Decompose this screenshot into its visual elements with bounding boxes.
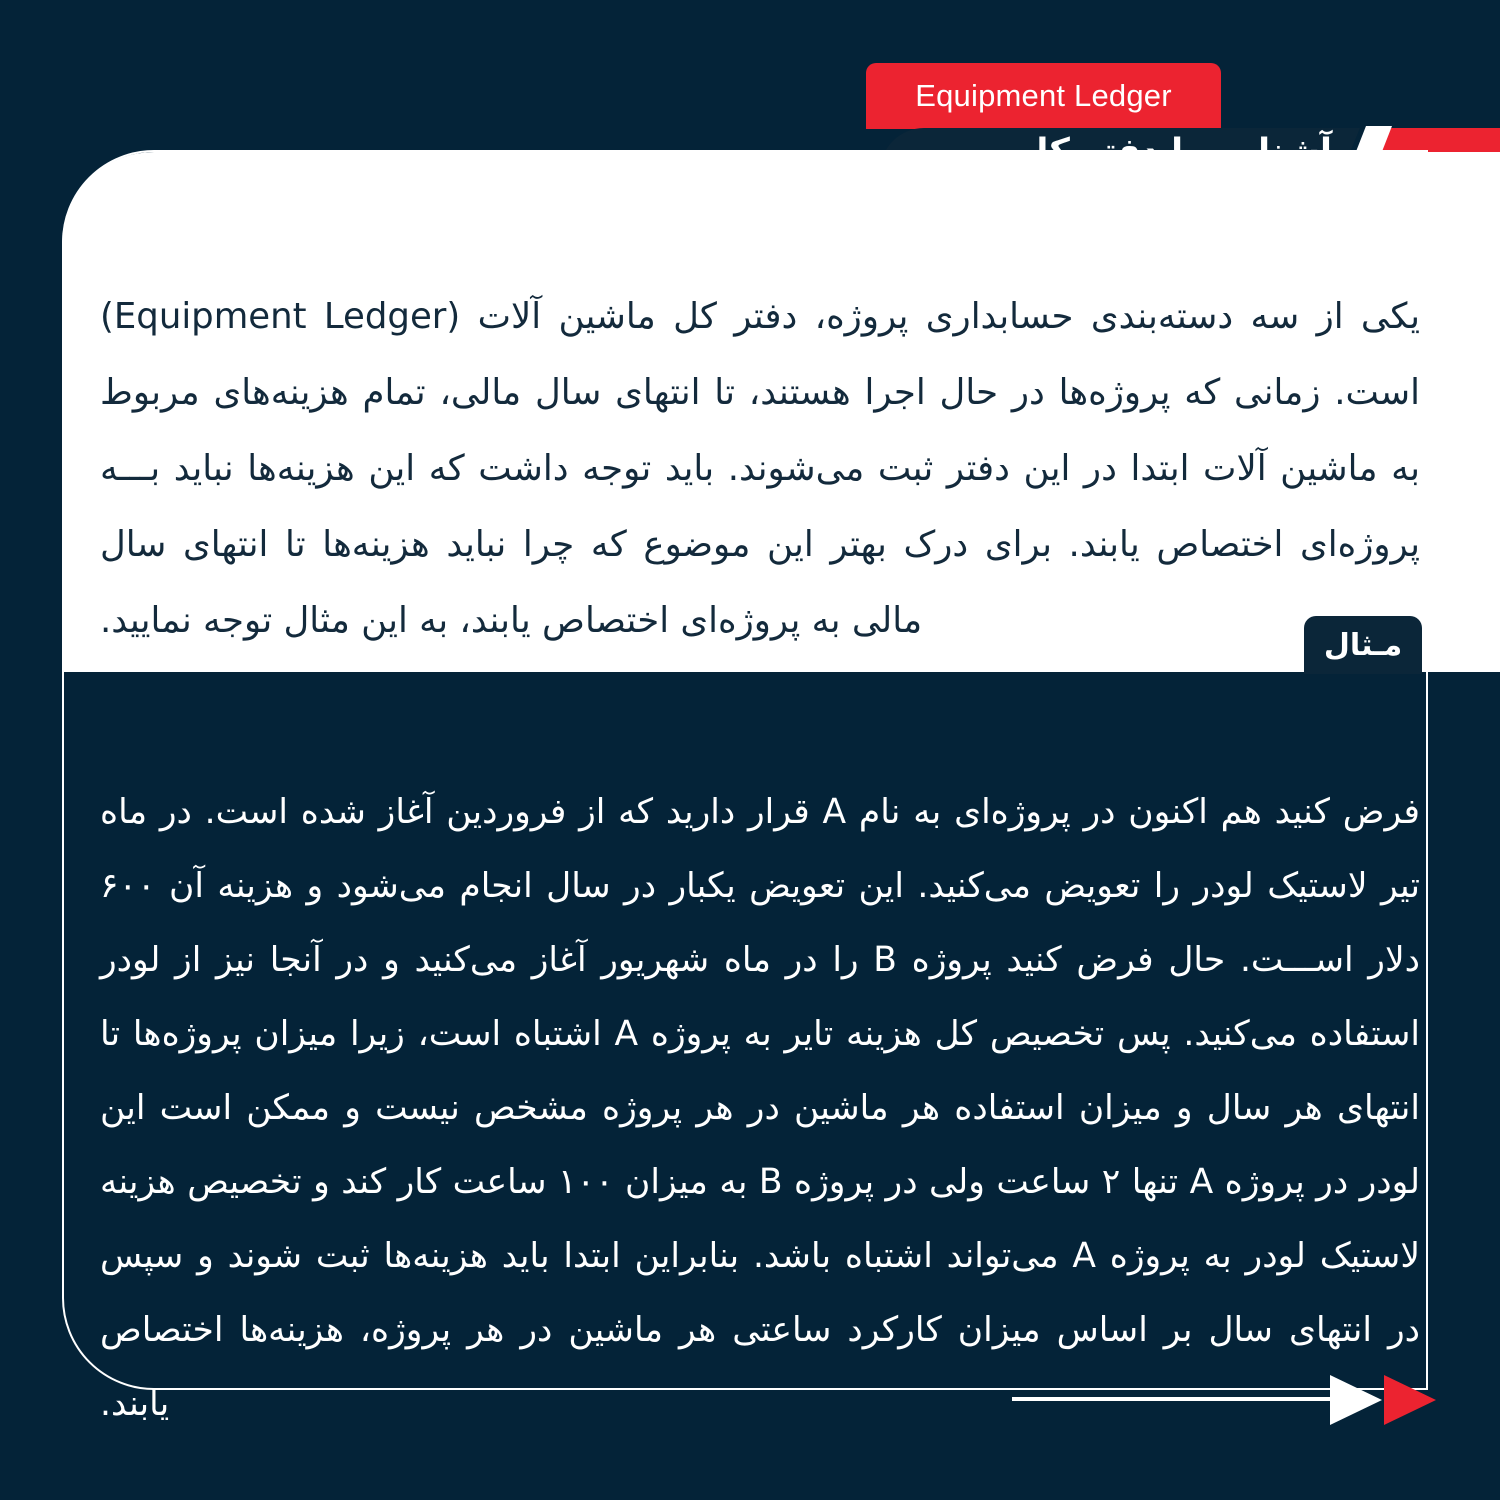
example-badge-label: مـثال	[1323, 627, 1403, 663]
example-body-text: فرض کنید هم اکنون در پروژه‌ای به نام A قرار دارید که از فروردین آغاز شده است. در ماه تیر لاستیک لودر را تعویض می‌کنید. این تعویض یکبار در سال انجام می‌شود و هزینه آن ۶۰۰ دلار اســـت. حال فرض کنید پروژه B را در ماه شهریور آغاز می‌کنید و در آنجا نیز از لودر استفاده می‌کنید. پس تخصیص کل هزینه تایر به پروژه A اشتباه است، زیرا میزان پروژه‌ها تا انتهای هر سال و میزان استفاده هر ماشین در هر پروژه مشخص نیست و ممکن است این لودر در پروژه A تنها ۲ ساعت ولی در پروژه B به میزان ۱۰۰ ساعت کار کند و تخصیص هزینه لاستیک لودر به پروژه A می‌تواند اشتباه باشد. بنابراین ابتدا باید هزینه‌ها ثبت شوند و سپس در انتهای سال بر اساس میزان کارکرد ساعتی هر ماشین در هر پروژه، هزینه‌ها اختصاص یابند.	[100, 791, 1420, 1424]
arrow-line	[1012, 1397, 1337, 1401]
arrow-head-white-icon	[1330, 1375, 1382, 1425]
double-arrow-right-icon	[1012, 1372, 1432, 1428]
english-title-tab	[866, 63, 1221, 129]
english-title-label: Equipment Ledger	[915, 78, 1172, 113]
arrow-head-red-icon	[1384, 1375, 1436, 1425]
intro-body-text: یکی از سه دسته‌بندی حسابداری پروژه، دفتر کل ماشین آلات (Equipment Ledger) است. زمانی که پروژه‌ها در حال اجرا هستند، تا انتهای سال مالی، تمام هزینه‌های مربوط به ماشین آلات ابتدا در این دفتر ثبت می‌شوند. باید توجه داشت که این هزینه‌ها نباید بـــه پروژه‌ای اختصاص یابند. برای درک بهتر این موضوع که چرا نباید هزینه‌ها تا انتهای سال مالی به پروژه‌ای اختصاص یابند، به این مثال توجه نمایید.	[100, 295, 1420, 641]
intro-card-right-fill	[1410, 152, 1500, 672]
example-badge	[1304, 616, 1422, 674]
